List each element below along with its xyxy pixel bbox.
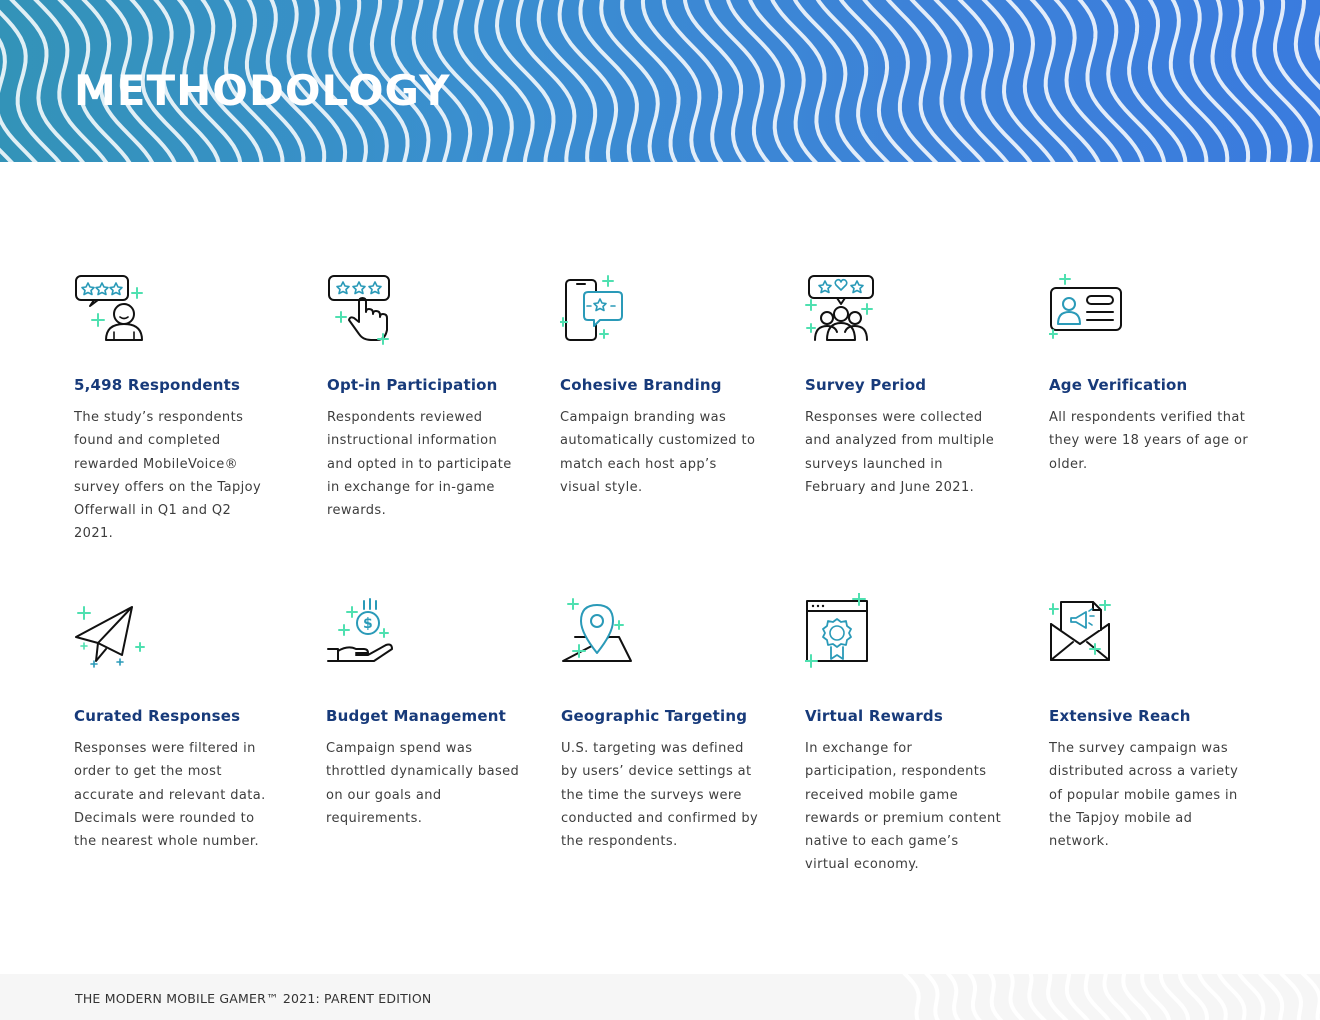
card-body: All respondents verified that they were 18 years of age or older. xyxy=(1049,410,1249,472)
card-title: Survey Period xyxy=(805,376,927,394)
map-pin-icon xyxy=(561,597,637,673)
svg-text:$: $ xyxy=(363,616,373,632)
card-body: Responses were filtered in order to get the most accurate and relevant data. Decimals were rounded to the nearest whole number. xyxy=(74,741,266,850)
card-title: Cohesive Branding xyxy=(560,376,722,394)
header-banner xyxy=(0,0,1320,162)
card-body: Responses were collected and analyzed from multiple surveys launched in February and June 2021. xyxy=(805,410,995,495)
page-title: METHODOLOGY xyxy=(74,66,451,115)
rating-person-icon xyxy=(74,274,150,350)
card-title: Opt-in Participation xyxy=(327,376,498,394)
tap-rating-icon xyxy=(327,274,403,350)
card-title: 5,498 Respondents xyxy=(74,376,241,394)
card-body: Respondents reviewed instructional information and opted in to participate in exchange for in-game rewards. xyxy=(327,410,512,519)
footer xyxy=(0,974,1320,1020)
card-title: Virtual Rewards xyxy=(805,707,943,725)
card-body: U.S. targeting was defined by users’ device settings at the time the surveys were conducted and confirmed by the respondents. xyxy=(561,741,759,850)
card-body: The survey campaign was distributed across a variety of popular mobile games in the Tapjoy mobile ad network. xyxy=(1049,741,1239,850)
card-body: The study’s respondents found and completed rewarded MobileVoice® survey offers on the Tapjoy Offerwall in Q1 and Q2 2021. xyxy=(74,410,262,542)
badge-browser-icon xyxy=(805,593,881,669)
card-body: In exchange for participation, respondents received mobile game rewards or premium content native to each game’s virtual economy. xyxy=(805,741,1002,873)
card-title: Geographic Targeting xyxy=(561,707,748,725)
envelope-megaphone-icon xyxy=(1049,600,1125,676)
card-title: Curated Responses xyxy=(74,707,241,725)
group-feedback-icon xyxy=(805,274,881,350)
id-card-icon xyxy=(1049,274,1125,350)
phone-chat-star-icon xyxy=(560,274,636,350)
card-title: Age Verification xyxy=(1049,376,1188,394)
card-body: Campaign branding was automatically customized to match each host app’s visual style. xyxy=(560,410,756,495)
card-title: Budget Management xyxy=(326,707,506,725)
footer-text: THE MODERN MOBILE GAMER™ 2021: PARENT EDITION xyxy=(75,991,432,1006)
card-body: Campaign spend was throttled dynamically based on our goals and requirements. xyxy=(326,741,520,826)
paper-plane-icon xyxy=(74,605,150,681)
card-title: Extensive Reach xyxy=(1049,707,1191,725)
hand-coin-icon xyxy=(326,597,402,673)
